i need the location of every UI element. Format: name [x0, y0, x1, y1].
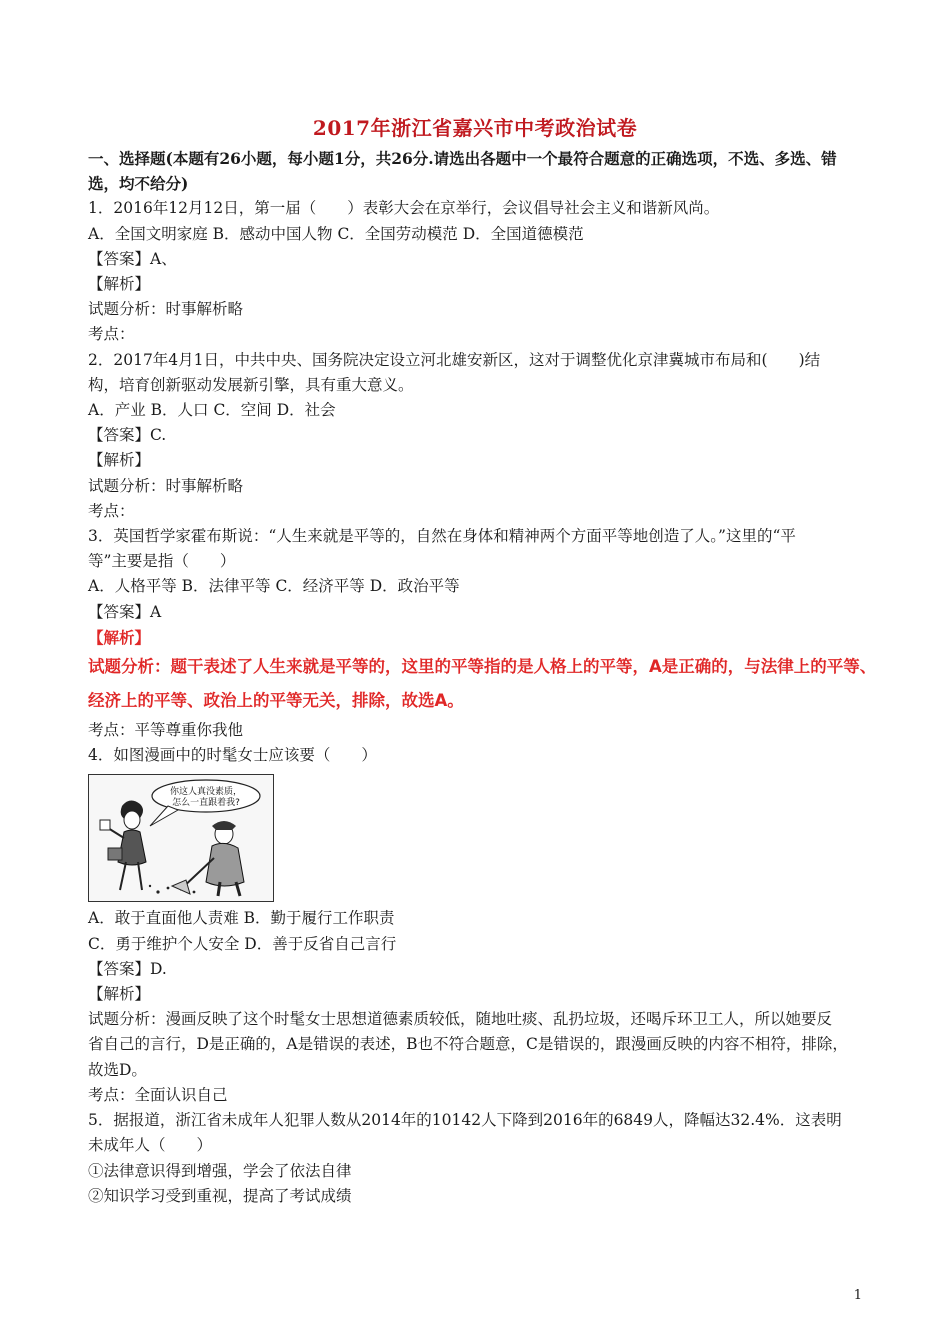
- q2-kaodian: 考点：: [88, 501, 135, 520]
- q4-analysis: 试题分析：漫画反映了这个时髦女士思想道德素质较低，随地吐痰、乱扔垃圾，还喝斥环卫工人，所以她要反: [88, 1010, 833, 1029]
- q3-stem: 3．英国哲学家霍布斯说：“人生来就是平等的，自然在身体和精神两个方面平等地创造了人。”这里的“平: [88, 527, 796, 546]
- q4-options-cont: C．勇于维护个人安全 D．善于反省自己言行: [88, 934, 397, 953]
- q4-options: A．敢于直面他人责难 B．勤于履行工作职责: [88, 909, 395, 928]
- q1-options: A．全国文明家庭 B．感动中国人物 C．全国劳动模范 D．全国道德模范: [88, 224, 584, 243]
- q2-analysis: 试题分析：时事解析略: [88, 476, 244, 495]
- q1-jiexi: 【解析】: [88, 275, 151, 294]
- q2-jiexi: 【解析】: [88, 451, 151, 470]
- q4-jiexi: 【解析】: [88, 985, 151, 1004]
- q4-answer: 【答案】D.: [88, 959, 167, 978]
- q2-answer: 【答案】C.: [88, 426, 167, 445]
- q3-analysis: 试题分析：题干表述了人生来就是平等的，这里的平等指的是人格上的平等，A是正确的，与法律上的平等、: [88, 657, 877, 677]
- q5-stem: 5．据报道，浙江省未成年人犯罪人数从2014年的10142人下降到2016年的6849人，降幅达32.4%．这表明: [88, 1111, 842, 1130]
- cartoon-bubble-line-1: 你这人真没素质，: [169, 787, 243, 798]
- q4-stem: 4．如图漫画中的时髦女士应该要（ ）: [88, 746, 377, 765]
- q4-kaodian: 考点：全面认识自己: [88, 1085, 228, 1104]
- q1-answer: 【答案】A、: [88, 249, 177, 268]
- q1-analysis: 试题分析：时事解析略: [88, 300, 244, 319]
- q4-analysis-cont: 省自己的言行，D是正确的，A是错误的表述，B也不符合题意，C是错误的，跟漫画反映的内容不相符，排除，: [88, 1035, 848, 1054]
- q3-kaodian: 考点：平等尊重你我他: [88, 721, 244, 740]
- q5-item-2: ②知识学习受到重视，提高了考试成绩: [88, 1186, 352, 1205]
- q2-stem: 2．2017年4月1日，中共中央、国务院决定设立河北雄安新区，这对于调整优化京津冀城市布局和( )结: [88, 350, 821, 369]
- q5-stem-cont: 未成年人（ ）: [88, 1136, 213, 1155]
- q2-options: A．产业 B．人口 C．空间 D．社会: [88, 401, 336, 420]
- cartoon-image: [88, 774, 274, 902]
- q3-analysis-cont: 经济上的平等、政治上的平等无关，排除，故选A。: [88, 691, 464, 711]
- exam-content: [88, 146, 877, 1209]
- q3-stem-cont: 等”主要是指（ ）: [88, 552, 236, 571]
- q4-analysis-end: 故选D。: [88, 1060, 147, 1079]
- q3-answer: 【答案】A: [88, 602, 162, 621]
- cartoon-bubble-line-2: 怎么一直跟着我?: [172, 798, 240, 809]
- q1-kaodian: 考点：: [88, 325, 135, 344]
- page-title: 2017年浙江省嘉兴市中考政治试卷: [312, 116, 638, 140]
- q3-options: A．人格平等 B．法律平等 C．经济平等 D．政治平等: [88, 577, 460, 596]
- section-heading: 一、选择题(本题有26小题，每小题1分，共26分.请选出各题中一个最符合题意的正确选项，不选、多选、错: [88, 149, 837, 168]
- q3-jiexi: 【解析】: [88, 627, 151, 647]
- q1-stem: 1．2016年12月12日，第一届（ ）表彰大会在京举行，会议倡导社会主义和谐新风尚。: [88, 199, 720, 218]
- q2-stem-cont: 构，培育创新驱动发展新引擎，具有重大意义。: [88, 375, 414, 394]
- section-heading-cont: 选，均不给分): [88, 174, 189, 194]
- q5-item-1: ①法律意识得到增强，学会了依法自律: [88, 1161, 352, 1180]
- page-number: 1: [853, 1288, 862, 1303]
